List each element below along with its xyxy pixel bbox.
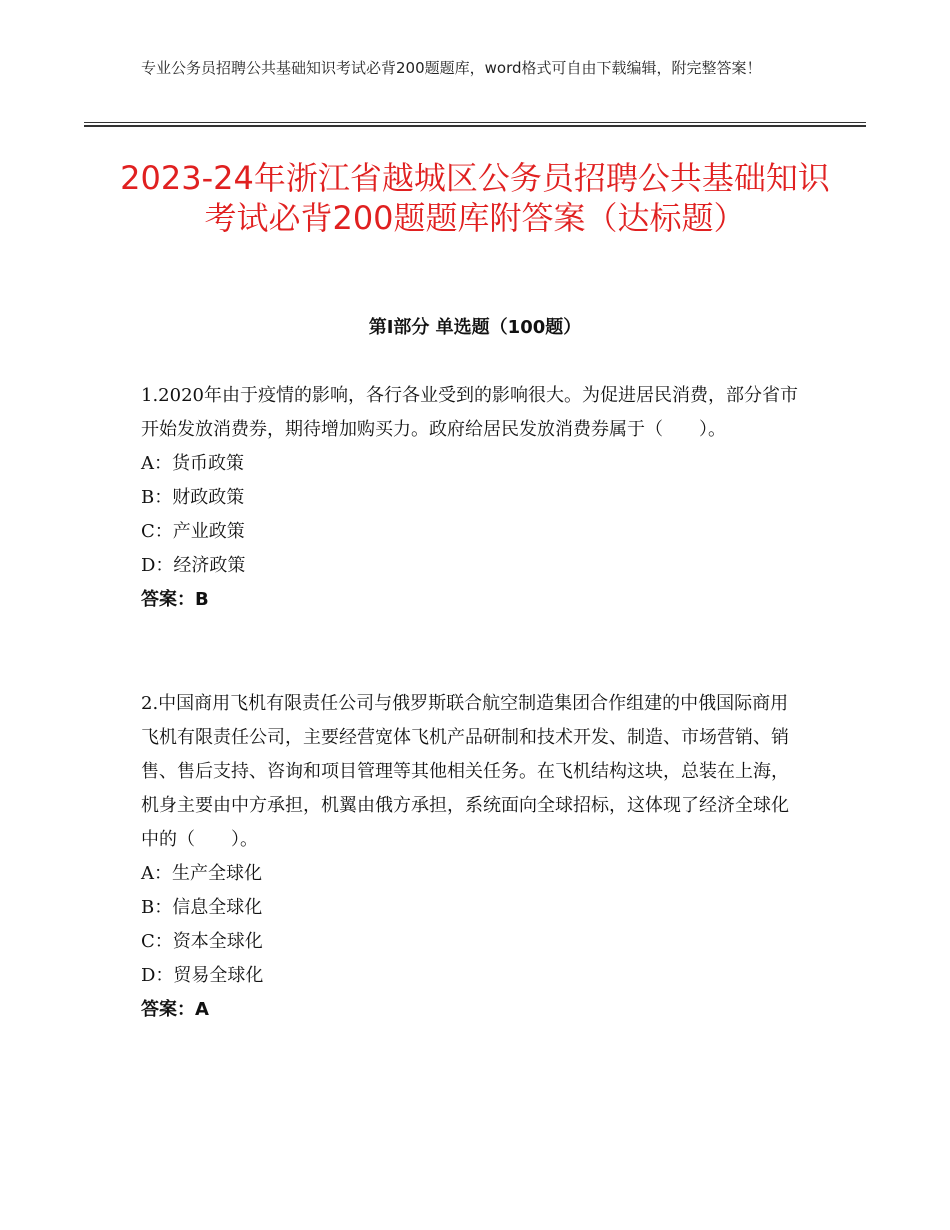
option-d: D：经济政策	[141, 555, 246, 576]
option-b: B：财政政策	[141, 487, 245, 508]
section-heading: 第I部分 单选题（100题）	[368, 317, 582, 338]
question-item	[141, 687, 801, 1027]
header-note: 专业公务员招聘公共基础知识考试必背200题题库，word格式可自由下载编辑，附完整答案！	[141, 59, 762, 77]
option-c: C：产业政策	[141, 521, 245, 542]
document-title: 2023-24年浙江省越城区公务员招聘公共基础知识考试必背200题题库附答案（达标题）	[120, 159, 830, 237]
question-stem: 1.2020年由于疫情的影响，各行各业受到的影响很大。为促进居民消费，部分省市开始发放消费券，期待增加购买力。政府给居民发放消费券属于（ ）。	[141, 385, 798, 440]
option-b: B：信息全球化	[141, 897, 263, 918]
header-divider-thick	[84, 125, 866, 127]
option-a: A：生产全球化	[141, 863, 262, 884]
answer-label: 答案：A	[141, 999, 209, 1020]
option-d: D：贸易全球化	[141, 965, 264, 986]
question-item	[141, 379, 801, 617]
option-c: C：资本全球化	[141, 931, 263, 952]
header-divider-thin	[84, 122, 866, 123]
answer-label: 答案：B	[141, 589, 209, 610]
question-stem: 2.中国商用飞机有限责任公司与俄罗斯联合航空制造集团合作组建的中俄国际商用飞机有限责任公司，主要经营宽体飞机产品研制和技术开发、制造、市场营销、销售、售后支持、咨询和项目管理等其他相关任务。在飞机结构这块，总装在上海，机身主要由中方承担，机翼由俄方承担，系统面向全球招标，这体现了经济全球化中的（ ）。	[141, 693, 789, 850]
option-a: A：货币政策	[141, 453, 244, 474]
